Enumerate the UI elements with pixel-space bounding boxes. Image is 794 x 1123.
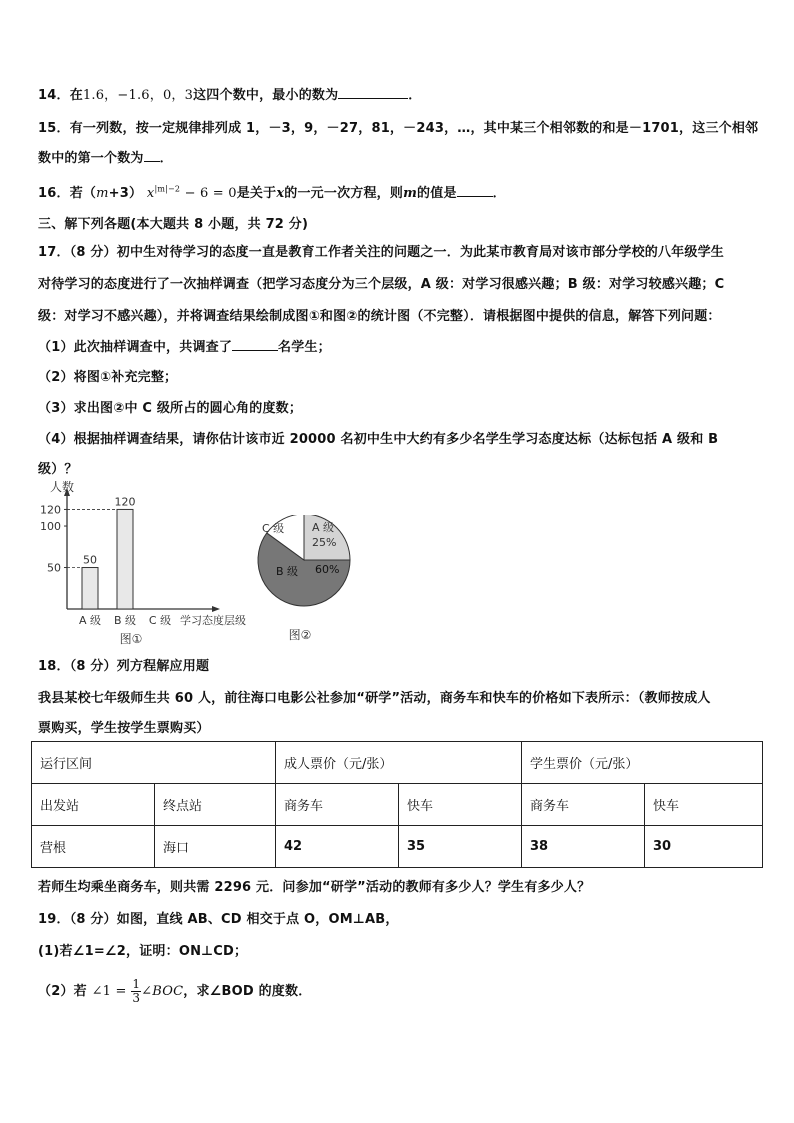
- bar-value-label: 120: [114, 495, 136, 509]
- table-cell: 终点站: [155, 784, 276, 826]
- q17-sub1b: 名学生；: [278, 340, 331, 355]
- question-15-line1: 15．有一列数，按一定规律排列成 1，－3，9，－27，81，－243，…，其中某三个相邻数的和是－1701，这三个相邻: [38, 121, 759, 136]
- price-table: [31, 741, 763, 868]
- question-17-sub4b: 级）？: [38, 462, 78, 477]
- q16-exponent: |m|−2: [154, 184, 181, 194]
- table-cell: 42: [276, 826, 399, 868]
- bar: [82, 568, 98, 609]
- question-17-sub2: （2）将图①补充完整；: [38, 370, 178, 385]
- question-17-line3: 级：对学习不感兴趣），并将调查结果绘制成图①和图②的统计图（不完整）．请根据图中提供的信息，解答下列问题：: [38, 309, 721, 324]
- pie-slice-percent: 60%: [315, 563, 340, 576]
- question-17-sub1: [38, 336, 331, 355]
- y-tick-label: 100: [40, 520, 61, 534]
- q16-x2: x: [276, 186, 285, 201]
- question-17-line1: 17．（8 分）初中生对待学习的态度一直是教育工作者关注的问题之一．为此某市教育局对该市部分学校的八年级学生: [38, 245, 724, 260]
- q16-middle: 是关于: [236, 186, 277, 201]
- question-18-line1: 我县某校七年级师生共 60 人，前往海口电影公社参加“研学”活动，商务车和快车的价格如下表所示：（教师按成人: [38, 691, 711, 706]
- q16-m2: m: [403, 186, 418, 201]
- table-cell: 38: [522, 826, 645, 868]
- x-tick-label: A 级: [78, 614, 102, 627]
- question-17-sub3: （3）求出图②中 C 级所占的圆心角的度数；: [38, 401, 303, 416]
- table-cell: 35: [399, 826, 522, 868]
- pie-slice-label: A 级: [312, 521, 335, 534]
- bar-value-label: 50: [83, 553, 97, 567]
- section-3-heading: 三、解下列各题(本大题共 8 小题，共 72 分): [38, 217, 309, 232]
- pie-slice-label: B 级: [276, 565, 299, 578]
- q16-end: ．: [492, 186, 506, 201]
- pie-slice-label: C 级: [262, 522, 285, 535]
- table-cell: 30: [645, 826, 763, 868]
- y-axis-label: 人数: [50, 480, 75, 494]
- q15-end: ．: [159, 151, 173, 166]
- q14-numbers: 1.6，−1.6，0，3: [82, 88, 194, 103]
- question-15-line2: [38, 147, 173, 166]
- q16-prefix: 16．若（: [38, 186, 97, 201]
- table-header-cell: 学生票价（元/张）: [522, 742, 763, 784]
- q19-angle1: ∠1 =: [91, 984, 127, 999]
- table-cell: 营根: [32, 826, 155, 868]
- q16-suffix: 的值是: [417, 186, 457, 201]
- q14-answer-blank: [338, 86, 408, 99]
- q16-plus3: +3）: [108, 186, 143, 201]
- pie-slice-percent: 25%: [312, 536, 337, 549]
- q15-line2-text: 数中的第一个数为: [38, 151, 144, 166]
- q19-angle-boc: ∠BOC: [141, 984, 184, 999]
- q16-minus6: − 6 = 0: [180, 186, 237, 201]
- q19-fraction: [131, 978, 141, 1005]
- pie-chart: [252, 515, 362, 645]
- q16-middle2: 的一元一次方程，则: [284, 186, 404, 201]
- question-16: [38, 182, 506, 201]
- bar-chart-caption: 图①: [119, 632, 143, 646]
- q14-end: ．: [408, 88, 422, 103]
- bar-chart: [30, 478, 260, 648]
- question-17-line2: 对待学习的态度进行了一次抽样调查（把学习态度分为三个层级，A 级：对学习很感兴趣；B 级：对学习较感兴趣；C: [38, 277, 725, 292]
- q17-answer-blank: [232, 338, 278, 351]
- question-17-sub4: （4）根据抽样调查结果，请你估计该市近 20000 名初中生中大约有多少名学生学习态度达标（达标包括 A 级和 B: [38, 432, 719, 447]
- question-19-line1: 19．（8 分）如图，直线 AB、CD 相交于点 O，OM⊥AB，: [38, 912, 399, 927]
- y-tick-label: 120: [40, 503, 61, 517]
- table-cell: 海口: [155, 826, 276, 868]
- table-header-cell: 成人票价（元/张）: [276, 742, 522, 784]
- table-row: [32, 742, 763, 784]
- bar: [117, 509, 133, 609]
- table-cell: 商务车: [522, 784, 645, 826]
- table-cell: 商务车: [276, 784, 399, 826]
- q16-x: x: [146, 186, 155, 201]
- table-cell: 快车: [645, 784, 763, 826]
- question-18-title: 18．（8 分）列方程解应用题: [38, 659, 210, 674]
- q19-fraction-numerator: 1: [132, 977, 141, 991]
- q15-answer-blank: [144, 149, 160, 162]
- question-14: [38, 84, 422, 103]
- question-19-sub1: (1)若∠1=∠2，证明：ON⊥CD；: [38, 944, 248, 959]
- table-row: [32, 784, 763, 826]
- q16-m: m: [96, 186, 109, 201]
- q19-fraction-denominator: 3: [132, 991, 141, 1005]
- table-row: [32, 826, 763, 868]
- x-tick-label: C 级: [148, 614, 172, 627]
- q14-prefix: 14．在: [38, 88, 83, 103]
- q19-sub2b: ，求∠BOD 的度数．: [183, 984, 312, 999]
- table-cell: 快车: [399, 784, 522, 826]
- question-18-after: 若师生均乘坐商务车，则共需 2296 元．问参加“研学”活动的教师有多少人？学生有多少人？: [38, 880, 591, 895]
- question-18-line2: 票购买，学生按学生票购买）: [38, 721, 210, 736]
- x-axis-arrow: [212, 606, 220, 612]
- q16-answer-blank: [457, 184, 493, 197]
- x-axis-label: 学习态度层级: [180, 614, 246, 627]
- x-tick-label: B 级: [113, 614, 137, 627]
- y-tick-label: 50: [47, 561, 61, 575]
- question-19-sub2: [38, 978, 311, 1005]
- q19-sub2a: （2）若: [38, 984, 87, 999]
- table-cell: 出发站: [32, 784, 155, 826]
- table-header-cell: 运行区间: [32, 742, 276, 784]
- q17-sub1a: （1）此次抽样调查中，共调查了: [38, 340, 233, 355]
- pie-chart-caption: 图②: [288, 628, 312, 642]
- q14-suffix: 这四个数中，最小的数为: [193, 88, 339, 103]
